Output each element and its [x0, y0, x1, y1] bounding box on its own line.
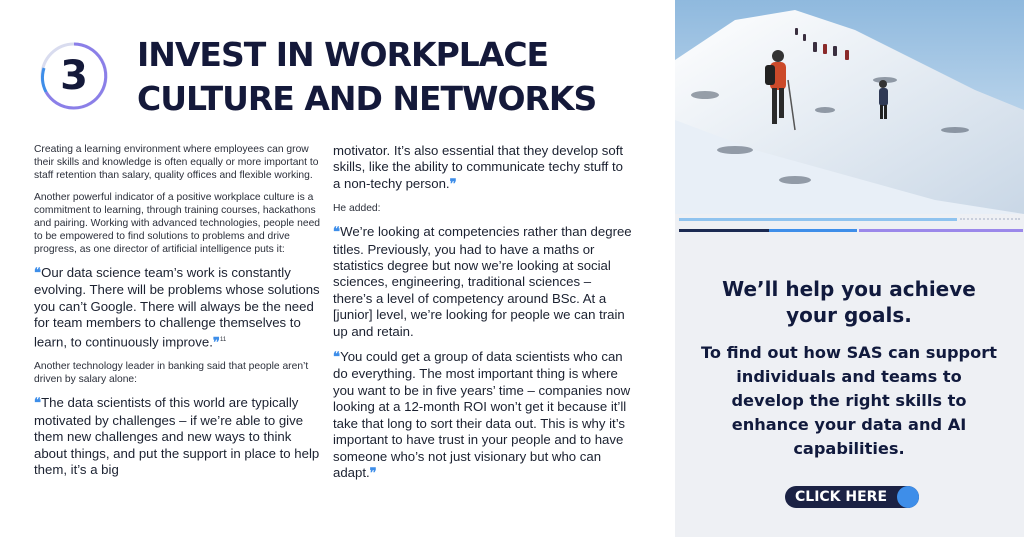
title-line-2: CULTURE AND NETWORKS — [137, 79, 597, 118]
cta-heading: We’ll help you achieve your goals. — [722, 277, 976, 327]
open-quote-icon: ❝ — [333, 225, 341, 241]
paragraph: Creating a learning environment where employees can grow their skills and knowledge is often equally or more important to staff retention than salary, quality offices and flexible working. — [34, 144, 319, 181]
page-title — [137, 33, 657, 121]
quote — [34, 265, 326, 351]
click-here-button[interactable] — [785, 486, 919, 508]
close-quote-icon: ❞ — [212, 335, 220, 351]
paragraph: He added: — [333, 203, 381, 215]
open-quote-icon: ❝ — [34, 266, 42, 281]
quote — [333, 143, 633, 193]
quote — [34, 395, 326, 478]
mountain-climbers-photo — [675, 0, 1024, 214]
divider-bar — [679, 229, 769, 232]
quote-body: The data scientists of this world are typically motivated by challenges – if we’re able to give them new challenges and new ways to think about things, and put the support in place to help them, it’s a big — [34, 395, 320, 478]
divider-bar — [679, 218, 957, 221]
quote — [333, 224, 633, 340]
cta-description: To find out how SAS can support individuals and teams to develop the right skills to enhance your data and AI capabilities. — [701, 343, 997, 458]
close-quote-icon: ❞ — [369, 465, 377, 481]
circle-icon — [897, 486, 919, 508]
footnote-marker: 11 — [219, 336, 227, 343]
divider-bar — [859, 229, 1023, 232]
close-quote-icon: ❞ — [449, 176, 457, 192]
divider-bar — [960, 218, 1020, 220]
quote-body: We’re looking at competencies rather than degree titles. Previously, you had to have a maths or statistics degree but now we’re looking at social sciences, engineering, traditional sciences – there’s a level of competency around BSc. At a [junior] level, we’re looking for people we can train up and retain. — [333, 224, 632, 339]
quote-body: Our data science team’s work is constantly evolving. There will be problems whose solutions you can’t Google. There will always be the need for team members to challenge themselves to learn, to continuously improve. — [34, 265, 320, 350]
open-quote-icon: ❝ — [333, 350, 341, 366]
cta-panel — [675, 0, 1024, 537]
quote-body: You could get a group of data scientists who can do everything. The most important thing is where you want to be in five years’ time – companies now looking at a 12-month ROI won’t get it because it’ll take that long to sort their data out. This is why it’s important to have trust in your people and to have someone who’s not just visionary but who can adapt. — [333, 349, 631, 480]
paragraph: Another powerful indicator of a positive workplace culture is a commitment to learning, through training courses, hackathons and pairing. Working with advanced technologies, people need to be empowered to find solutions to problems and drive progress, as one director of artificial intelligence puts it: — [34, 192, 321, 255]
divider-bar — [769, 229, 857, 232]
paragraph: Another technology leader in banking said that people aren’t driven by salary alone: — [34, 361, 309, 386]
quote-body: motivator. It’s also essential that they develop soft skills, like the ability to communicate techy stuff to a non-techy person. — [333, 143, 624, 191]
text-column-2 — [333, 143, 633, 491]
title-line-1: INVEST IN WORKPLACE — [137, 35, 549, 74]
section-number-badge — [38, 40, 110, 112]
quote — [333, 349, 633, 482]
button-label: CLICK HERE — [795, 489, 888, 505]
text-column-1 — [34, 143, 326, 487]
open-quote-icon: ❝ — [34, 396, 42, 412]
section-number: 3 — [60, 53, 88, 99]
